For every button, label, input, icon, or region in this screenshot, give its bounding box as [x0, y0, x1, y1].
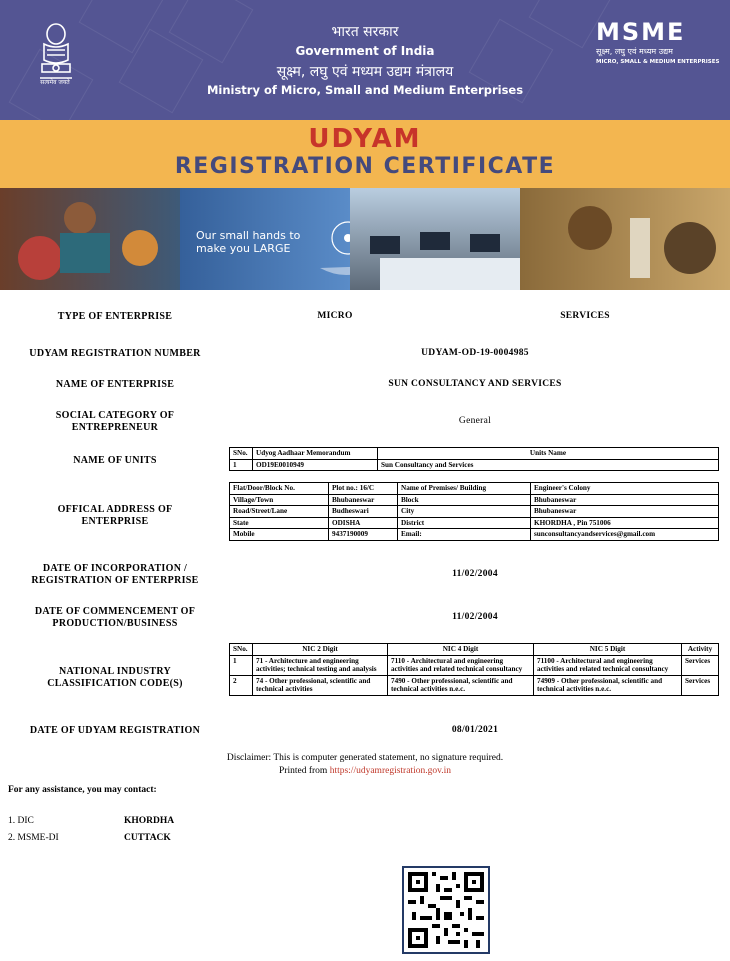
- table-row: [230, 529, 719, 541]
- table-row: [230, 506, 719, 518]
- official-address-label-line1: OFFICAL ADDRESS OF: [57, 504, 173, 515]
- social-category-label-line1: SOCIAL CATEGORY OF: [55, 410, 175, 421]
- table-cell: 7110 - Architectural and engineering activities and related technical consultancy: [388, 655, 534, 675]
- table-cell: Sun Consultancy and Services: [378, 459, 719, 471]
- table-header-cell: NIC 2 Digit: [253, 644, 388, 656]
- table-cell: 9437190009: [329, 529, 398, 541]
- nic-table: [229, 643, 719, 696]
- table-row: [230, 483, 719, 495]
- table-cell: ODISHA: [329, 517, 398, 529]
- official-address-label-line2: ENTERPRISE: [81, 516, 149, 527]
- nic-label-line1: NATIONAL INDUSTRY: [58, 666, 172, 677]
- date-of-commencement-label-line1: DATE OF COMMENCEMENT OF: [34, 606, 196, 617]
- address-table: [229, 482, 719, 541]
- table-cell: Engineer's Colony: [531, 483, 719, 495]
- table-cell: Flat/Door/Block No.: [230, 483, 329, 495]
- certificate-title: REGISTRATION CERTIFICATE: [174, 154, 556, 179]
- date-of-incorporation-label-line1: DATE OF INCORPORATION /: [42, 563, 188, 574]
- msme-logo: [596, 18, 720, 65]
- banner-slogan-line2: make you LARGE: [196, 242, 291, 255]
- banner-image: [0, 188, 730, 290]
- table-cell: Budheswari: [329, 506, 398, 518]
- table-header-row: [230, 448, 719, 460]
- table-header-cell: NIC 4 Digit: [388, 644, 534, 656]
- table-row: [230, 675, 719, 695]
- msme-logo-hindi: सूक्ष्म, लघु एवं मध्यम उद्यम: [596, 47, 673, 56]
- printed-from-line: [150, 766, 580, 776]
- msme-logo-word: MSME: [596, 18, 686, 46]
- date-of-udyam-registration-value: 08/01/2021: [451, 725, 499, 735]
- name-of-units-label: NAME OF UNITS: [73, 455, 157, 466]
- table-cell: Bhubaneswar: [329, 494, 398, 506]
- table-header-cell: Udyog Aadhaar Memorandum: [253, 448, 378, 460]
- msme-logo-english: MICRO, SMALL & MEDIUM ENTERPRISES: [596, 59, 720, 65]
- units-table: [229, 447, 719, 471]
- table-row: [230, 517, 719, 529]
- emblem-caption: सत्यमेव जयते: [40, 79, 70, 86]
- hindi-ministry-title: सूक्ष्म, लघु एवं मध्यम उद्यम मंत्रालय: [276, 64, 454, 80]
- social-category-label-line2: ENTREPRENEUR: [71, 422, 159, 433]
- date-of-commencement-label: [10, 606, 220, 630]
- banner-slogan: [196, 229, 300, 255]
- table-cell: 74909 - Other professional, scientific and technical activities n.e.c.: [534, 675, 682, 695]
- certificate-title-udyam: UDYAM: [308, 124, 422, 154]
- banner-slogan-line1: Our small hands to: [196, 229, 301, 242]
- date-of-commencement-label-line2: PRODUCTION/BUSINESS: [52, 618, 178, 629]
- table-cell: Mobile: [230, 529, 329, 541]
- udyam-registration-number-value: UDYAM-OD-19-0004985: [421, 348, 529, 358]
- date-of-incorporation-label: [10, 563, 220, 587]
- table-cell: Bhubaneswar: [531, 506, 719, 518]
- table-header-row: [230, 644, 719, 656]
- disclaimer-text: Disclaimer: This is computer generated statement, no signature required.: [226, 753, 504, 763]
- contact-name: 1. DIC: [8, 816, 34, 826]
- table-cell: City: [398, 506, 531, 518]
- table-header-cell: Units Name: [378, 448, 719, 460]
- name-of-enterprise-label: NAME OF ENTERPRISE: [55, 379, 175, 390]
- banner-photo-collage: [0, 188, 730, 290]
- table-cell: OD19E0010949: [253, 459, 378, 471]
- table-row: [230, 494, 719, 506]
- name-of-enterprise-value: SUN CONSULTANCY AND SERVICES: [388, 379, 562, 389]
- table-header-cell: SNo.: [230, 448, 253, 460]
- table-cell: 74 - Other professional, scientific and technical activities: [253, 675, 388, 695]
- table-cell: Village/Town: [230, 494, 329, 506]
- date-of-incorporation-label-line2: REGISTRATION OF ENTERPRISE: [31, 575, 199, 586]
- table-cell: District: [398, 517, 531, 529]
- social-category-value: General: [458, 416, 492, 426]
- table-cell: State: [230, 517, 329, 529]
- date-of-udyam-registration-label: DATE OF UDYAM REGISTRATION: [29, 725, 201, 736]
- table-cell: Email:: [398, 529, 531, 541]
- table-cell: Name of Premises/ Building: [398, 483, 531, 495]
- table-row: [230, 459, 719, 471]
- table-cell: Services: [682, 675, 719, 695]
- table-cell: 1: [230, 655, 253, 675]
- govt-title: Government of India: [295, 44, 435, 58]
- nic-label: [10, 666, 220, 690]
- udyam-registration-number-label: UDYAM REGISTRATION NUMBER: [29, 348, 201, 359]
- type-of-enterprise-value: MICRO: [317, 311, 353, 321]
- ministry-title: Ministry of Micro, Small and Medium Enterprises: [206, 83, 524, 97]
- hindi-govt-title: भारत सरकार: [331, 24, 399, 40]
- table-cell: 2: [230, 675, 253, 695]
- email-link[interactable]: sunconsultancyandservices@gmail.com: [531, 529, 719, 541]
- qr-code-icon: [404, 868, 488, 952]
- table-cell: Bhubaneswar: [531, 494, 719, 506]
- assistance-heading: For any assistance, you may contact:: [8, 785, 157, 795]
- table-cell: Plot no.: 16/C: [329, 483, 398, 495]
- printed-from-label: Printed from: [279, 766, 328, 776]
- type-of-enterprise-label: TYPE OF ENTERPRISE: [57, 311, 173, 322]
- udyam-portal-link[interactable]: https://udyamregistration.gov.in: [329, 766, 451, 776]
- official-address-label: [10, 504, 220, 528]
- table-header-cell: NIC 5 Digit: [534, 644, 682, 656]
- table-header-cell: Activity: [682, 644, 719, 656]
- qr-code: [402, 866, 490, 954]
- table-cell: Services: [682, 655, 719, 675]
- table-cell: 71 - Architecture and engineering activities; technical testing and analysis: [253, 655, 388, 675]
- date-of-incorporation-value: 11/02/2004: [452, 569, 498, 579]
- table-row: [230, 655, 719, 675]
- date-of-commencement-value: 11/02/2004: [452, 612, 498, 622]
- table-cell: 7490 - Other professional, scientific and technical activities n.e.c.: [388, 675, 534, 695]
- contact-place: KHORDHA: [124, 816, 175, 826]
- table-header-cell: SNo.: [230, 644, 253, 656]
- nic-label-line2: CLASSIFICATION CODE(S): [47, 678, 183, 689]
- table-cell: 71100 - Architectural and engineering activities and related technical consultancy: [534, 655, 682, 675]
- contact-place: CUTTACK: [124, 833, 171, 843]
- table-cell: KHORDHA , Pin 751006: [531, 517, 719, 529]
- table-cell: Road/Street/Lane: [230, 506, 329, 518]
- contact-name: 2. MSME-DI: [8, 833, 59, 843]
- table-cell: 1: [230, 459, 253, 471]
- table-cell: Block: [398, 494, 531, 506]
- enterprise-activity-value: SERVICES: [560, 311, 610, 321]
- social-category-label: [10, 410, 220, 434]
